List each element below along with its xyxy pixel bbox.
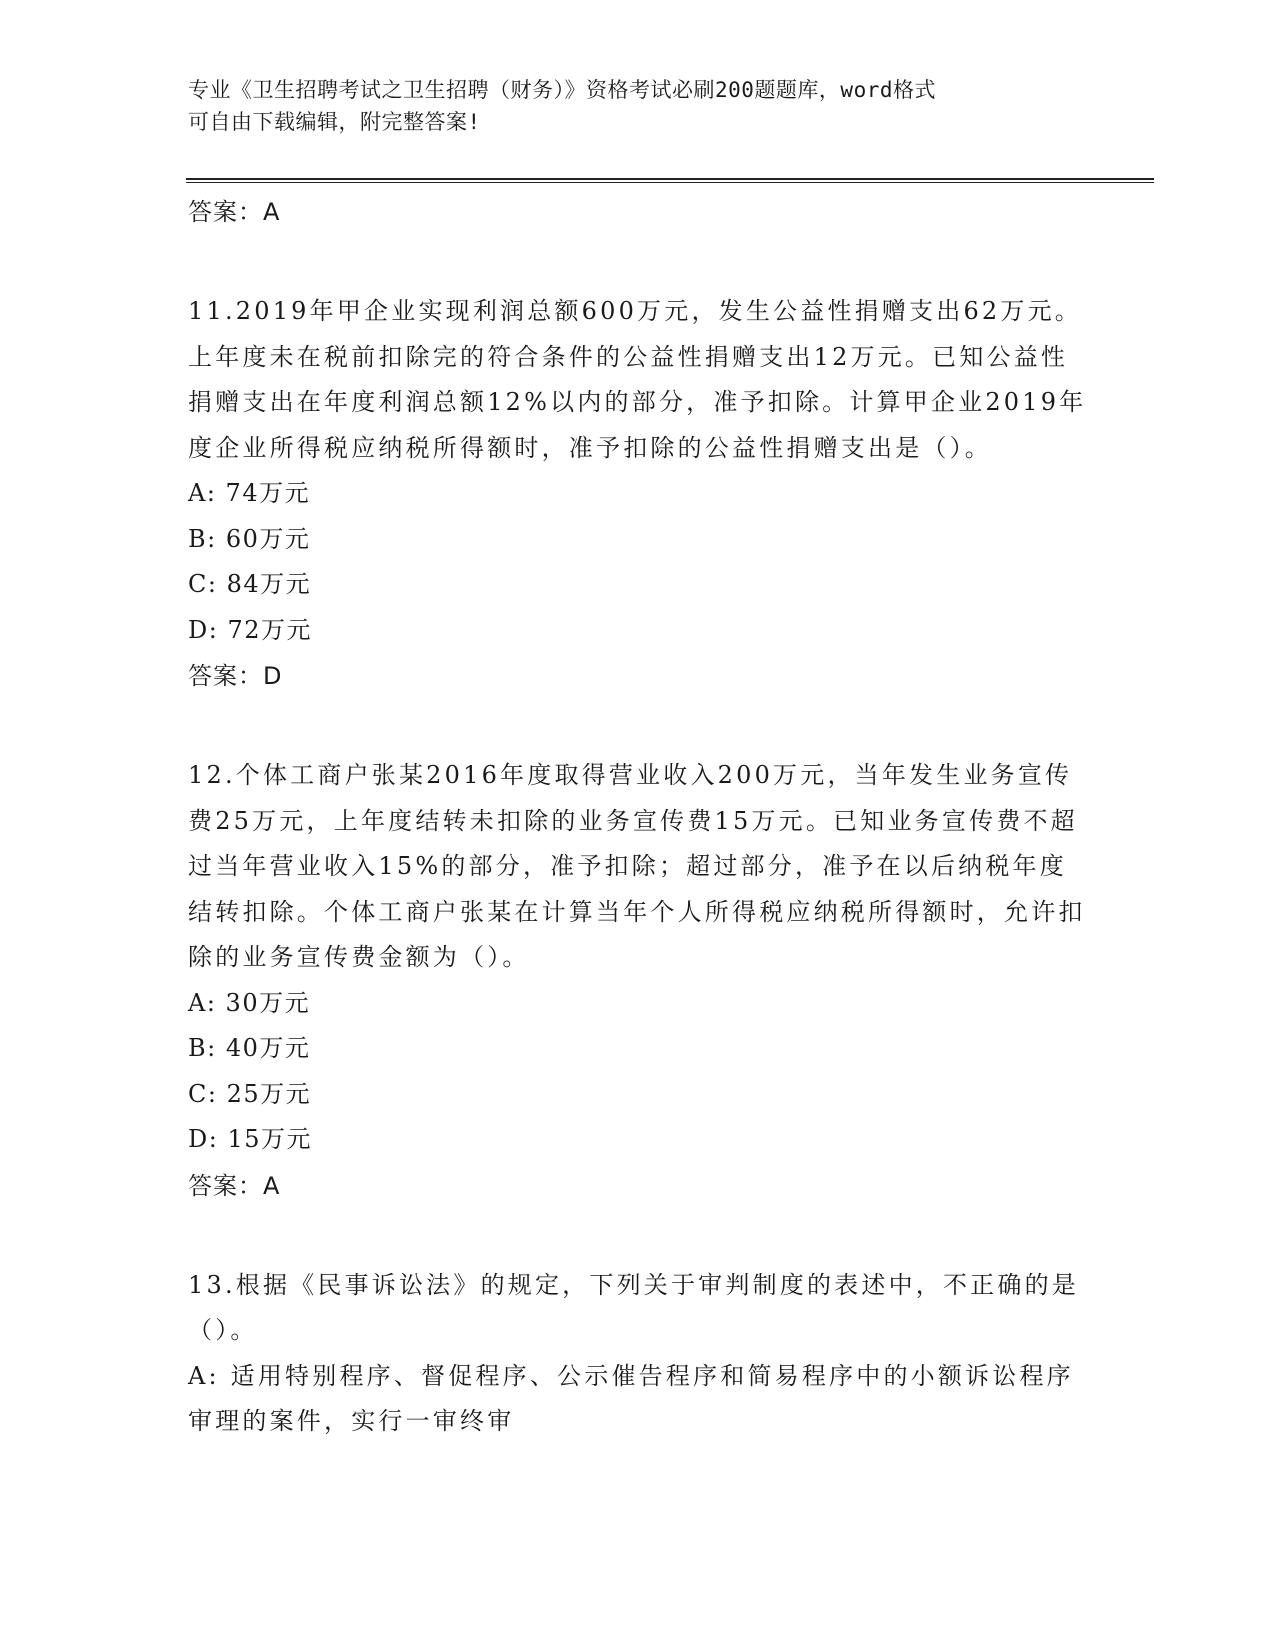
option-d: D: 15万元 [188, 1125, 312, 1153]
previous-answer: 答案：A [188, 198, 281, 226]
question-answer: 答案：A [188, 1171, 281, 1200]
header-line-1: 专业《卫生招聘考试之卫生招聘（财务）》资格考试必刷200题题库，word格式 [188, 78, 936, 102]
spacer [188, 235, 1088, 289]
header-line-2: 可自由下载编辑，附完整答案! [188, 110, 481, 134]
question-answer: 答案：D [188, 662, 283, 690]
option-a: A: 适用特别程序、督促程序、公示催告程序和简易程序中的小额诉讼程序审理的案件，实行一审终审 [188, 1361, 1074, 1435]
question-text: 12.个体工商户张某2016年度取得营业收入200万元，当年发生业务宣传费25万元，上年度结转未扣除的业务宣传费15万元。已知业务宣传费不超过当年营业收入15%的部分，准予扣除；超过部分，准予在以后纳税年度结转扣除。个体工商户张某在计算当年个人所得税应纳税所得额时，允许扣除的业务宣传费金额为（）。 [188, 761, 1086, 971]
page-header [188, 74, 1088, 138]
question-text: 13.根据《民事诉讼法》的规定，下列关于审判制度的表述中，不正确的是（）。 [188, 1270, 1079, 1344]
spacer [188, 699, 1088, 753]
question-13 [188, 1263, 1088, 1445]
option-a: A: 74万元 [188, 479, 311, 507]
option-a: A: 30万元 [188, 988, 311, 1017]
question-text: 11.2019年甲企业实现利润总额600万元，发生公益性捐赠支出62万元。上年度未在税前扣除完的符合条件的公益性捐赠支出12万元。已知公益性捐赠支出在年度利润总额12%以内的部分，准予扣除。计算甲企业2019年度企业所得税应纳税所得额时，准予扣除的公益性捐赠支出是（）。 [188, 297, 1087, 462]
question-11 [188, 289, 1088, 699]
option-c: C: 84万元 [188, 570, 312, 598]
spacer [188, 1209, 1088, 1263]
option-b: B: 40万元 [188, 1034, 311, 1062]
header-divider [186, 178, 1154, 183]
option-c: C: 25万元 [188, 1079, 312, 1108]
option-b: B: 60万元 [188, 524, 311, 553]
document-body [188, 189, 1088, 1445]
question-12 [188, 753, 1088, 1209]
option-d: D: 72万元 [188, 615, 312, 644]
